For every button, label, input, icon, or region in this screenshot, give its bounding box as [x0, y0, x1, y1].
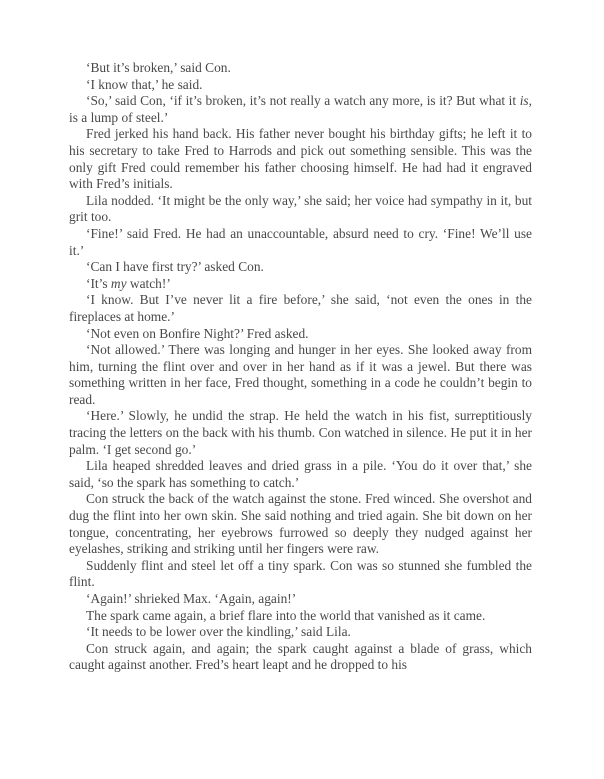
text-segment: ‘Not allowed.’ There was longing and hunger in her eyes. She looked away from him, turning the flint over and over in her hand as if it was a jewel. But there was something written in her face, Fred thought, something in a code he couldn’t begin to read.: [69, 342, 532, 407]
text-segment: ‘Again!’ shrieked Max. ‘Again, again!’: [86, 591, 297, 606]
paragraph: [69, 624, 532, 641]
text-segment: ‘It needs to be lower over the kindling,’ said Lila.: [86, 624, 351, 640]
text-segment: ‘I know. But I’ve never lit a fire before,’ she said, ‘not even the ones in the fireplaces at home.’: [69, 292, 532, 324]
italic-text: my: [110, 275, 127, 291]
text-segment: ‘Fine!’ said Fred. He had an unaccountable, absurd need to cry. ‘Fine! We’ll use it.’: [69, 225, 532, 258]
paragraph: [69, 93, 532, 126]
paragraph: [69, 292, 532, 325]
paragraph: [69, 226, 532, 259]
text-segment: ‘Here.’ Slowly, he undid the strap. He held the watch in his fist, surreptitiously tracing the letters on the back with his thumb. Con watched in silence. He put it in her palm. ‘I get second go.’: [69, 408, 532, 457]
paragraph: [69, 77, 532, 94]
text-segment: ‘But it’s broken,’ said Con.: [86, 60, 231, 75]
paragraph: [69, 276, 532, 293]
paragraph: [69, 608, 532, 625]
text-segment: Lila heaped shredded leaves and dried grass in a pile. ‘You do it over that,’ she said, ‘so the spark has something to catch.’: [69, 458, 532, 490]
paragraph: [69, 126, 532, 192]
paragraph: [69, 193, 532, 226]
paragraph: [69, 458, 532, 491]
text-segment: ‘Can I have first try?’ asked Con.: [86, 259, 264, 275]
page-text: [69, 60, 532, 674]
text-segment: watch!’: [126, 275, 171, 291]
paragraph: [69, 408, 532, 458]
text-segment: The spark came again, a brief flare into the world that vanished as it came.: [86, 607, 486, 623]
text-segment: ‘I know that,’ he said.: [86, 76, 203, 92]
paragraph: [69, 259, 532, 276]
paragraph: [69, 641, 532, 674]
text-segment: Suddenly flint and steel let off a tiny spark. Con was so stunned she fumbled the flint.: [69, 557, 532, 590]
paragraph: [69, 342, 532, 408]
italic-text: is: [519, 93, 529, 109]
paragraph: [69, 326, 532, 343]
paragraph: [69, 60, 532, 77]
text-segment: , is a lump of steel.’: [69, 93, 532, 125]
text-segment: Fred jerked his hand back. His father never bought his birthday gifts; he left it to his secretary to take Fred to Harrods and pick out something sensible. This was the only gift Fred could remember his father choosing himself. He had had it engraved with Fred’s initials.: [69, 126, 532, 192]
paragraph: [69, 558, 532, 591]
text-segment: Con struck the back of the watch against the stone. Fred winced. She overshot and dug the flint into her own skin. She said nothing and tried again. She bit down on her tongue, concentrating, her eyebrows furrowed so deeply they nudged against her eyelashes, striking and striking until her fingers were raw.: [69, 491, 532, 557]
text-segment: Lila nodded. ‘It might be the only way,’ she said; her voice had sympathy in it, but grit too.: [69, 192, 532, 225]
text-segment: ‘Not even on Bonfire Night?’ Fred asked.: [86, 325, 309, 341]
paragraph: [69, 591, 532, 608]
text-segment: ‘So,’ said Con, ‘if it’s broken, it’s not really a watch any more, is it? But what it: [86, 93, 520, 109]
paragraph: [69, 491, 532, 557]
text-segment: Con struck again, and again; the spark caught against a blade of grass, which caught against another. Fred’s heart leapt and he dropped to his: [69, 640, 532, 673]
text-segment: ‘It’s: [86, 275, 111, 291]
